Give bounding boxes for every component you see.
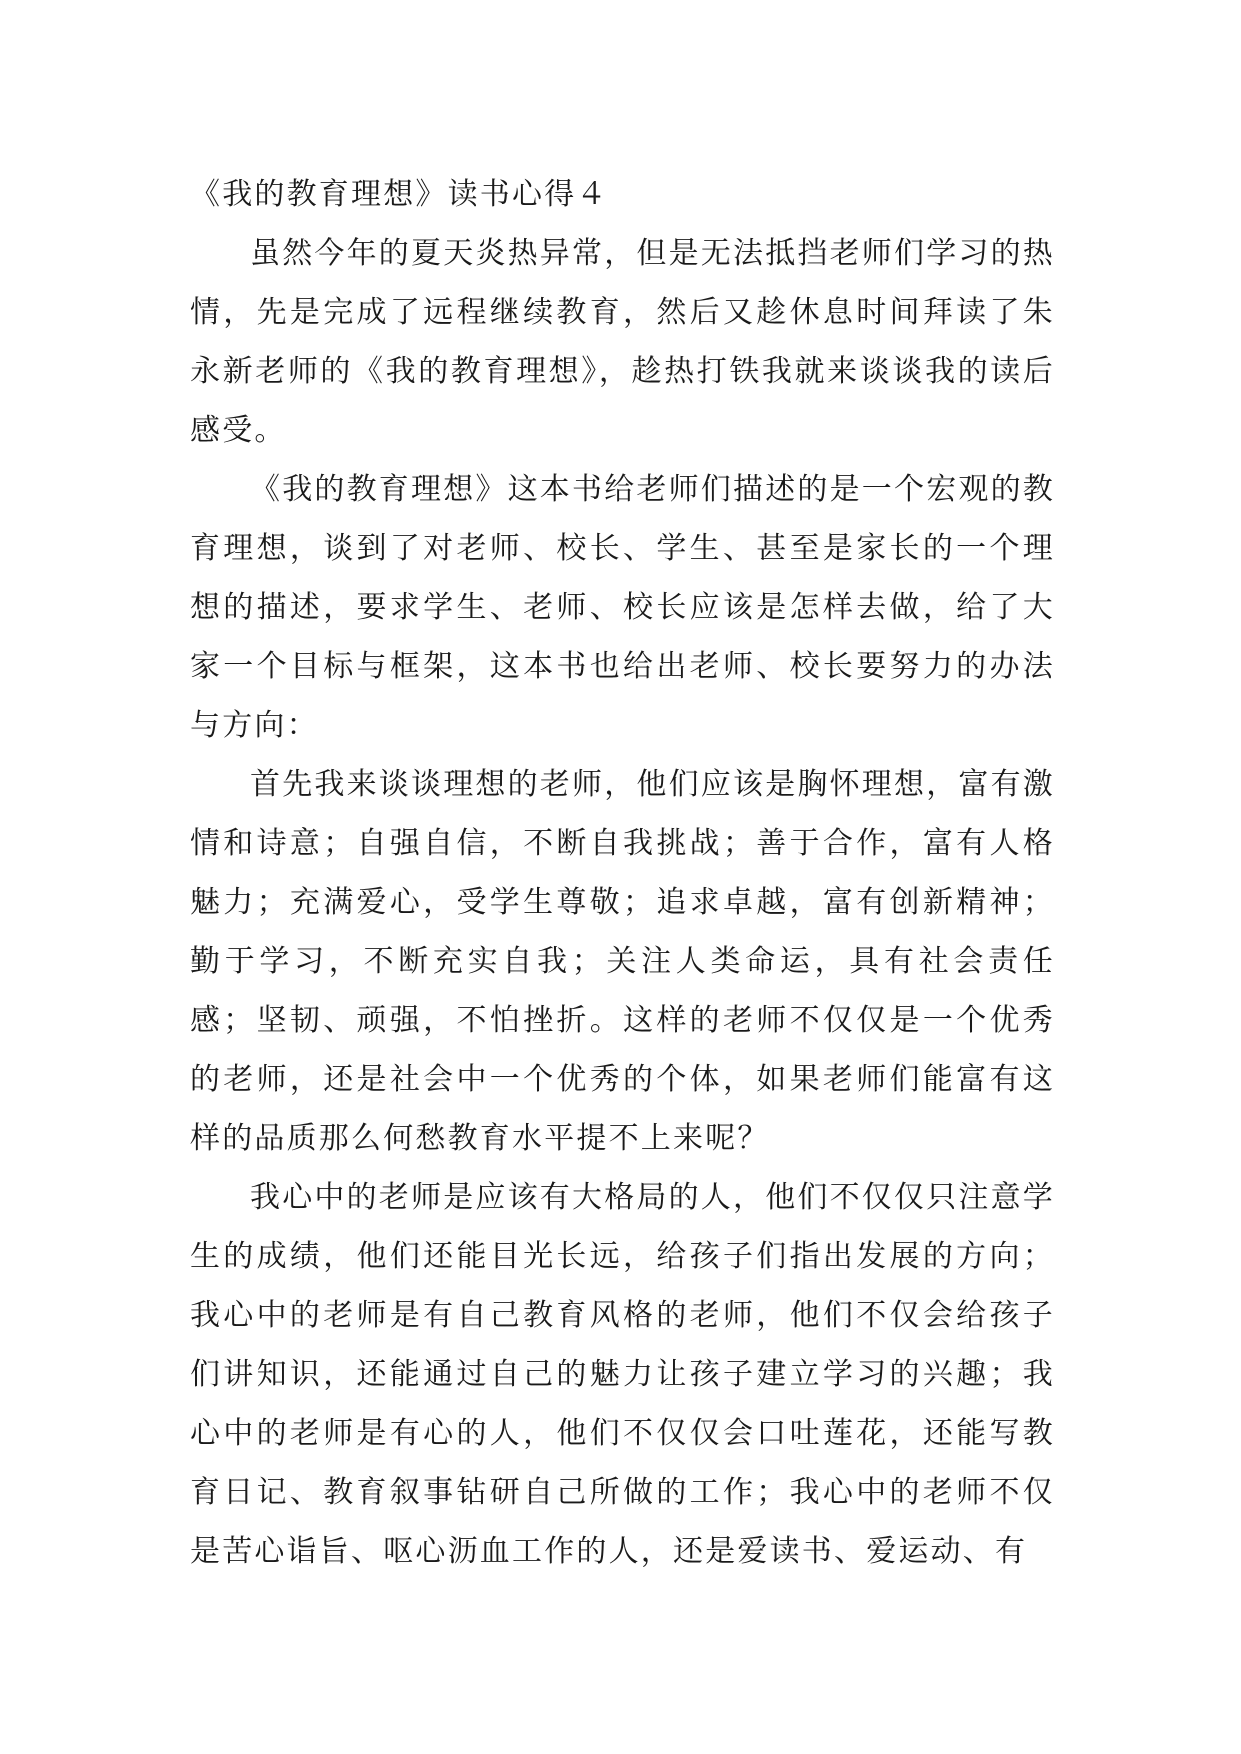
document-title: 《我的教育理想》读书心得４ — [190, 177, 609, 212]
paragraph-2: 《我的教育理想》这本书给老师们描述的是一个宏观的教育理想，谈到了对老师、校长、学生、甚至是家长的一个理想的描述，要求学生、老师、校长应该是怎样去做，给了大家一个目标与框架，这本书也给出老师、校长要努力的办法与方向： — [190, 472, 1055, 743]
paragraph-4: 我心中的老师是应该有大格局的人，他们不仅仅只注意学生的成绩，他们还能目光长远，给孩子们指出发展的方向；我心中的老师是有自己教育风格的老师，他们不仅会给孩子们讲知识，还能通过自己的魅力让孩子建立学习的兴趣；我心中的老师是有心的人，他们不仅仅会口吐莲花，还能写教育日记、教育叙事钻研自己所做的工作；我心中的老师不仅是苦心诣旨、呕心沥血工作的人，还是爱读书、爱运动、有 — [190, 1180, 1055, 1569]
paragraph-3: 首先我来谈谈理想的老师，他们应该是胸怀理想，富有激情和诗意；自强自信，不断自我挑战；善于合作，富有人格魅力；充满爱心，受学生尊敬；追求卓越，富有创新精神；勤于学习，不断充实自我；关注人类命运，具有社会责任感；坚韧、顽强，不怕挫折。这样的老师不仅仅是一个优秀的老师，还是社会中一个优秀的个体，如果老师们能富有这样的品质那么何愁教育水平提不上来呢？ — [190, 767, 1055, 1156]
document-body — [190, 165, 1055, 1581]
paragraph-1: 虽然今年的夏天炎热异常，但是无法抵挡老师们学习的热情，先是完成了远程继续教育，然后又趁休息时间拜读了朱永新老师的《我的教育理想》，趁热打铁我就来谈谈我的读后感受。 — [190, 236, 1055, 448]
